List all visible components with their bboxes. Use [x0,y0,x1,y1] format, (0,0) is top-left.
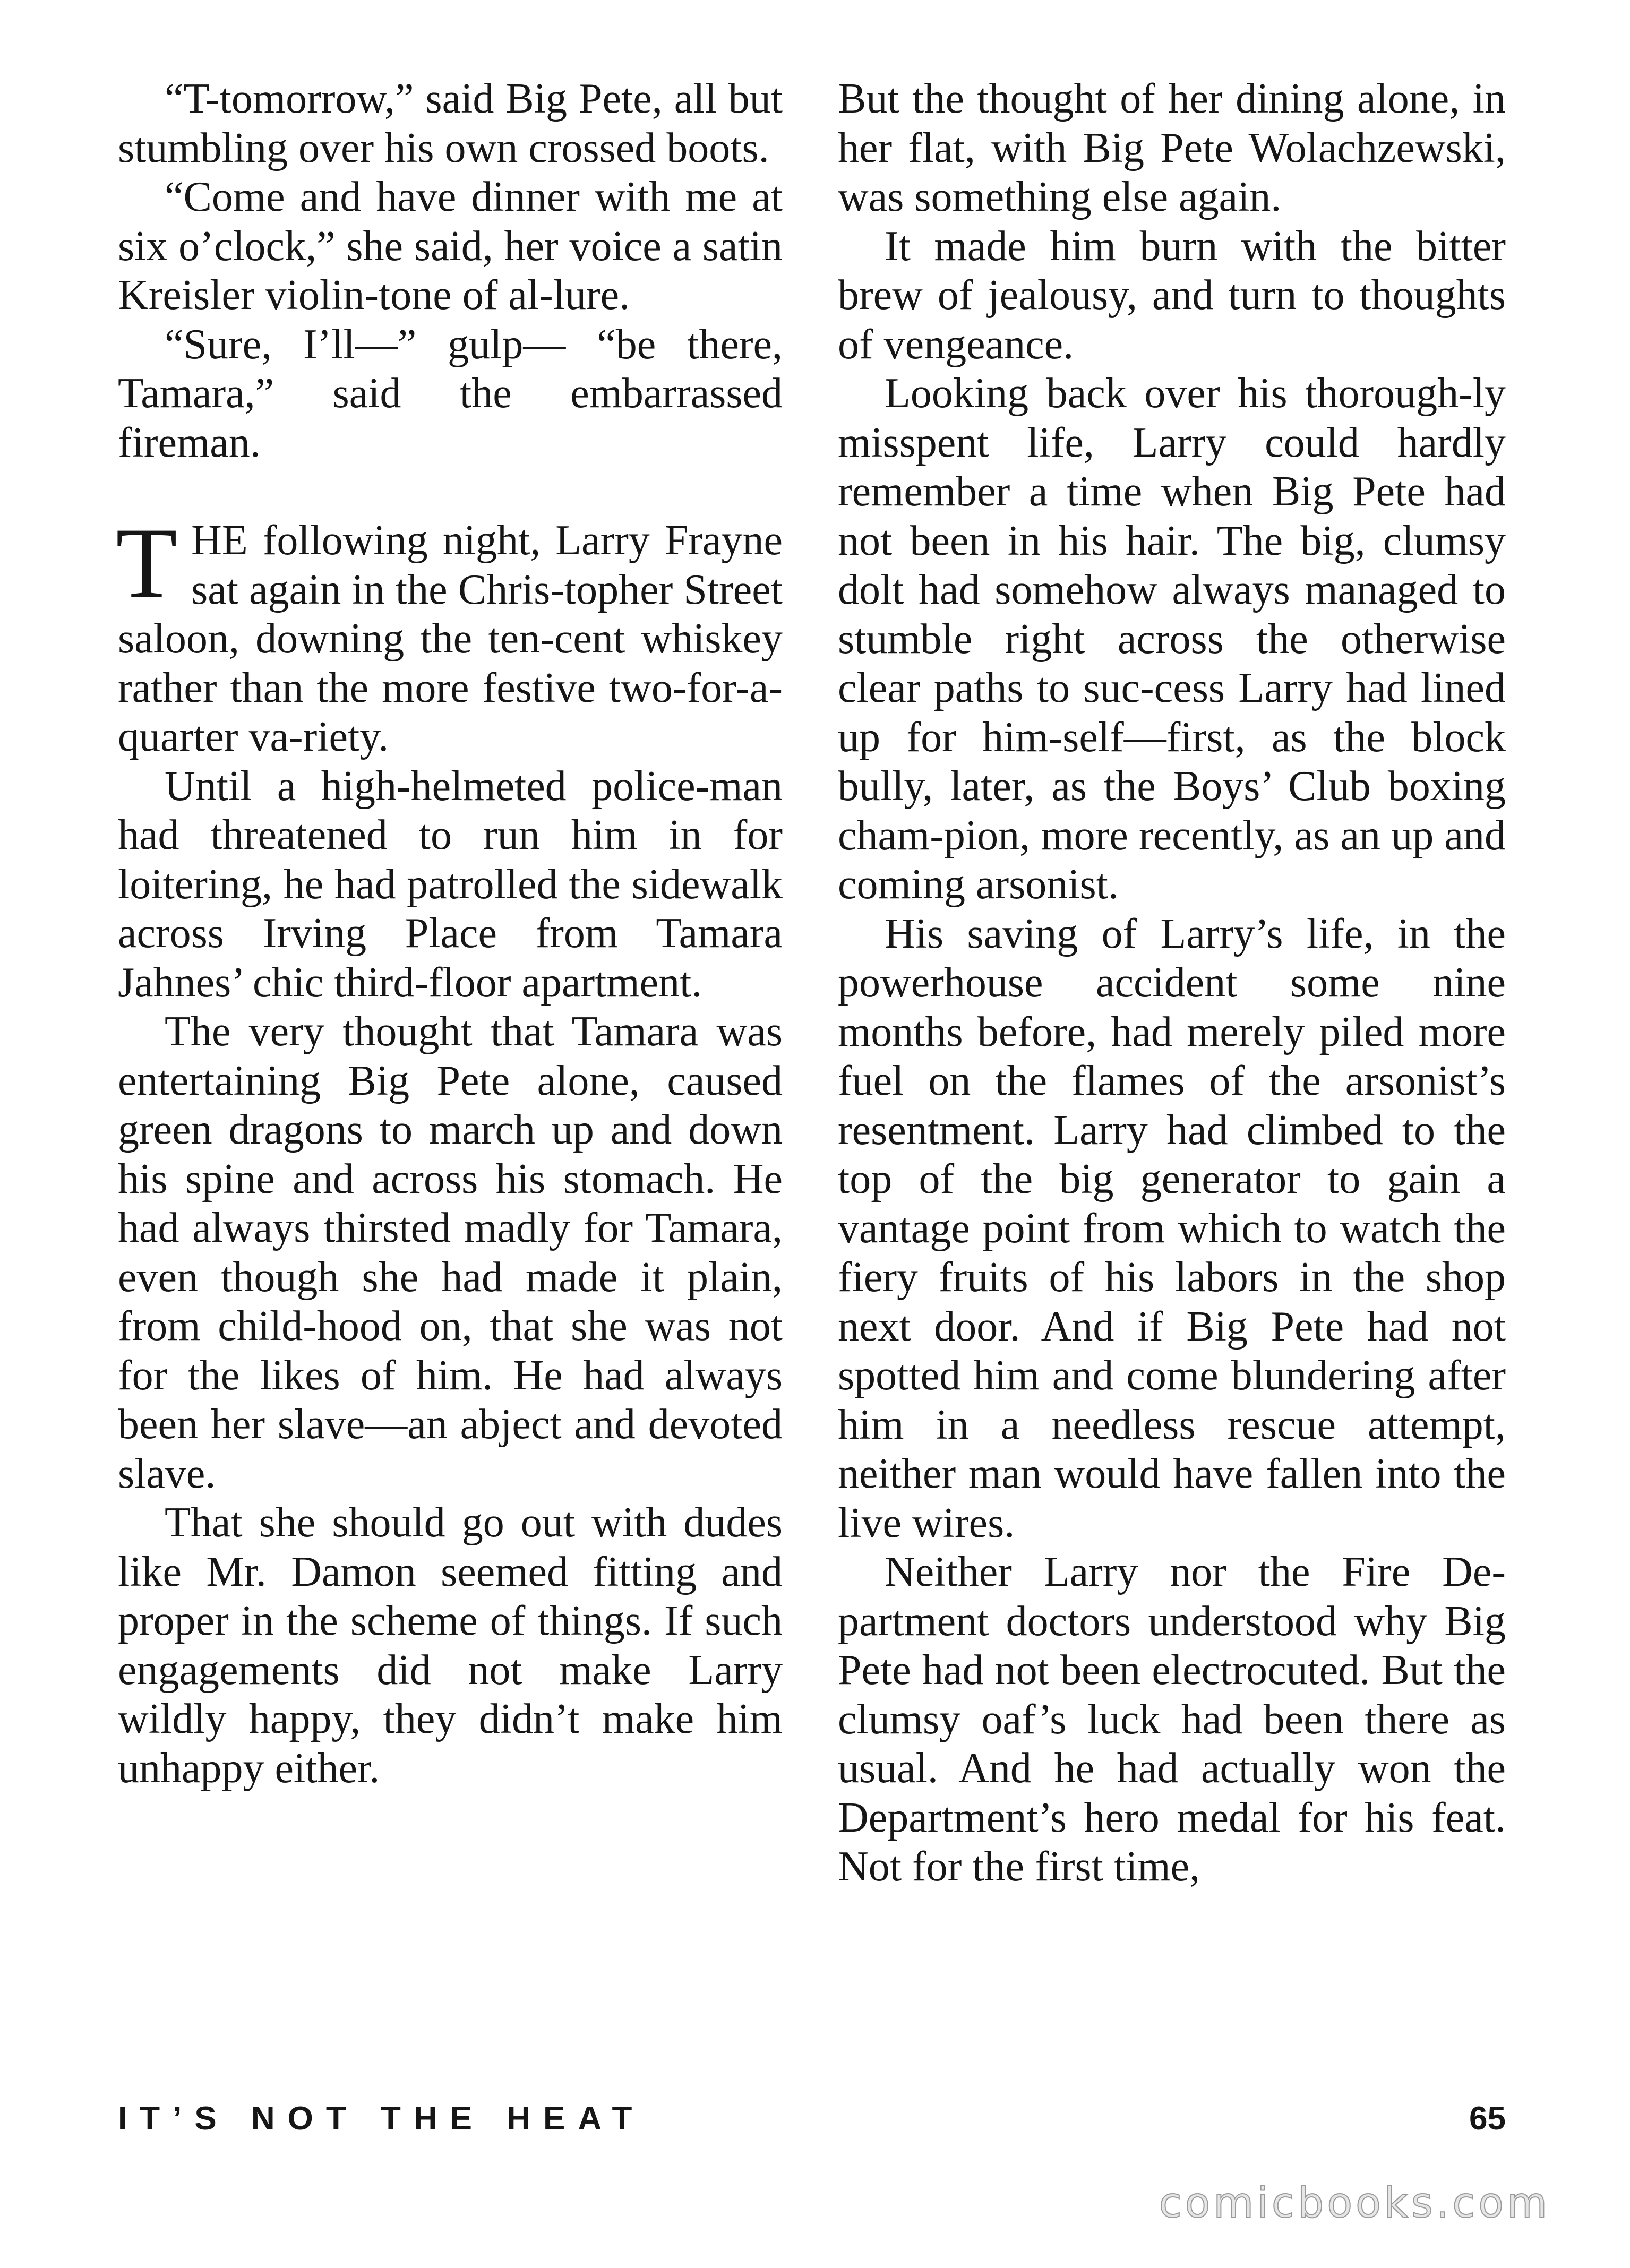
paragraph: “Come and have dinner with me at six o’clock,” she said, her voice a satin Kreisler violin-tone of al-lure. [118,174,783,319]
paragraph: It made him burn with the bitter brew of jealousy, and turn to thoughts of vengeance. [838,222,1506,368]
text-column-left [118,74,783,1793]
watermark: comicbooks.com [1159,2179,1550,2227]
drop-cap: T [116,508,178,619]
paragraph: That she should go out with dudes like Mr. Damon seemed fitting and proper in the scheme of things. If such engagements did not make Larry wildly happy, they didn’t make him unhappy either. [118,1499,783,1792]
paragraph: Neither Larry nor the Fire De-partment doctors understood why Big Pete had not been electrocuted. But the clumsy oaf’s luck had been there as usual. And he had actually won the Department’s hero medal for his feat. Not for the first time, [838,1549,1506,1890]
paragraph: “T-tomorrow,” said Big Pete, all but stumbling over his own crossed boots. [118,75,783,171]
running-title: IT’S NOT THE HEAT [118,2100,645,2137]
page-number: 65 [1469,2100,1506,2137]
section-opening-paragraph [116,508,783,762]
paragraph: “Sure, I’ll—” gulp— “be there, Tamara,” said the embarrassed fireman. [118,321,783,466]
paragraph: The very thought that Tamara was entertaining Big Pete alone, caused green dragons to march up and down his spine and across his stomach. He had always thirsted madly for Tamara, even though she had made it plain, from child-hood on, that she was not for the likes of him. He had always been her slave—an abject and devoted slave. [118,1008,783,1497]
paragraph-continued: But the thought of her dining alone, in her flat, with Big Pete Wolachzewski, was something else again. [838,75,1506,220]
paragraph: Until a high-helmeted police-man had threatened to run him in for loitering, he had patrolled the sidewalk across Irving Place from Tamara Jahnes’ chic third-floor apartment. [118,762,783,1006]
page-footer [118,2100,1506,2142]
text-column-right [838,74,1506,1892]
paragraph-text: HE following night, Larry Frayne sat again in the Chris-topher Street saloon, downing the ten-cent whiskey rather than the more festive two-for-a-quarter va-riety. [118,517,783,760]
paragraph: His saving of Larry’s life, in the powerhouse accident some nine months before, had merely piled more fuel on the flames of the arsonist’s resentment. Larry had climbed to the top of the big generator to gain a vantage point from which to watch the fiery fruits of his labors in the shop next door. And if Big Pete had not spotted him and come blundering after him in a needless rescue attempt, neither man would have fallen into the live wires. [838,910,1506,1547]
paragraph: Looking back over his thorough-ly misspent life, Larry could hardly remember a time when Big Pete had not been in his hair. The big, clumsy dolt had somehow always managed to stumble right across the otherwise clear paths to suc-cess Larry had lined up for him-self—first, as the block bully, later, as the Boys’ Club boxing cham-pion, more recently, as an up and coming arsonist. [838,370,1506,908]
